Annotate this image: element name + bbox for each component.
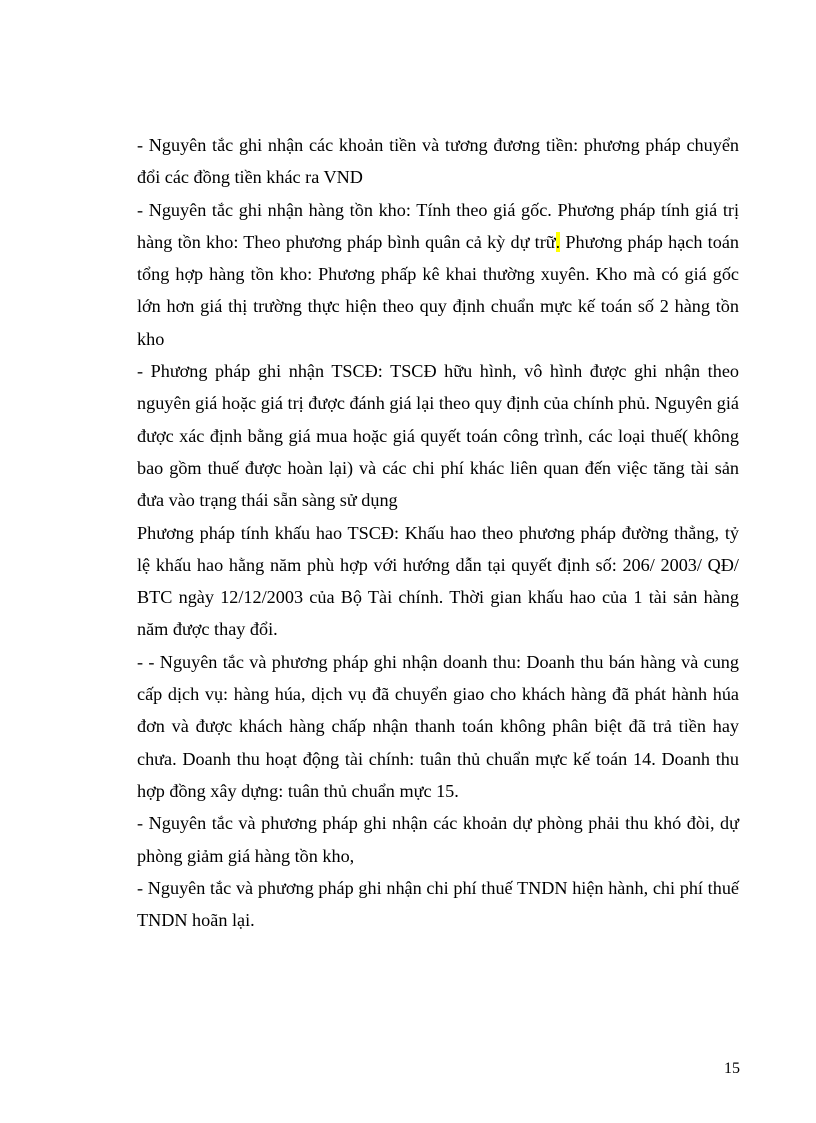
inventory-text-end: Phương pháp hạch toán tổng hợp hàng tồn kho: Phương phấp kê khai thường xuyên. Kho mà có giá gốc lớn hơn giá thị trường thực hiện theo quy định chuẩn mực kế toán số 2 hàng tồn kho <box>137 231 739 349</box>
paragraph-revenue: - - Nguyên tắc và phương pháp ghi nhận doanh thu: Doanh thu bán hàng và cung cấp dịch vụ: hàng húa, dịch vụ đã chuyển giao cho khách hàng đã phát hành húa đơn và được khách hàng chấp nhận thanh toán không phân biệt đã trả tiền hay chưa. Doanh thu hoạt động tài chính: tuân thủ chuẩn mực kế toán 14. Doanh thu hợp đồng xây dựng: tuân thủ chuẩn mực 15. <box>137 651 739 801</box>
paragraph-depreciation: Phương pháp tính khấu hao TSCĐ: Khấu hao theo phương pháp đường thẳng, tỷ lệ khấu hao hằng năm phù hợp với hướng dẫn tại quyết định số: 206/ 2003/ QĐ/ BTC ngày 12/12/2003 của Bộ Tài chính. Thời gian khấu hao của 1 tài sản hàng năm được thay đổi. <box>137 522 739 640</box>
page-number: 15 <box>724 1060 740 1077</box>
paragraph-inventory <box>137 194 739 355</box>
paragraph-cash-equivalents: - Nguyên tắc ghi nhận các khoản tiền và tương đương tiền: phương pháp chuyển đổi các đồng tiền khác ra VND <box>137 135 739 188</box>
paragraph-fixed-assets: - Phương pháp ghi nhận TSCĐ: TSCĐ hữu hình, vô hình được ghi nhận theo nguyên giá hoặc giá trị được đánh giá lại theo quy định của chính phủ. Nguyên giá được xác định bằng giá mua hoặc giá quyết toán công trình, các loại thuế( không bao gồm thuế được hoàn lại) và các chi phí khác liên quan đến việc tăng tài sản đưa vào trạng thái sẵn sàng sử dụng <box>137 361 739 511</box>
highlighted-mark: . <box>555 231 561 252</box>
paragraph-cit-expense: - Nguyên tắc và phương pháp ghi nhận chi phí thuế TNDN hiện hành, chi phí thuế TNDN hoãn lại. <box>137 877 739 931</box>
document-body <box>137 129 739 936</box>
paragraph-provisions: - Nguyên tắc và phương pháp ghi nhận các khoản dự phòng phải thu khó đòi, dự phòng giảm giá hàng tồn kho, <box>137 813 739 866</box>
inventory-text-start: - Nguyên tắc ghi nhận hàng tồn kho: Tính theo giá gốc. Phương pháp tính giá trị hàng tồn kho: Theo phương pháp bình quân cả kỳ dự trữ <box>137 199 739 252</box>
